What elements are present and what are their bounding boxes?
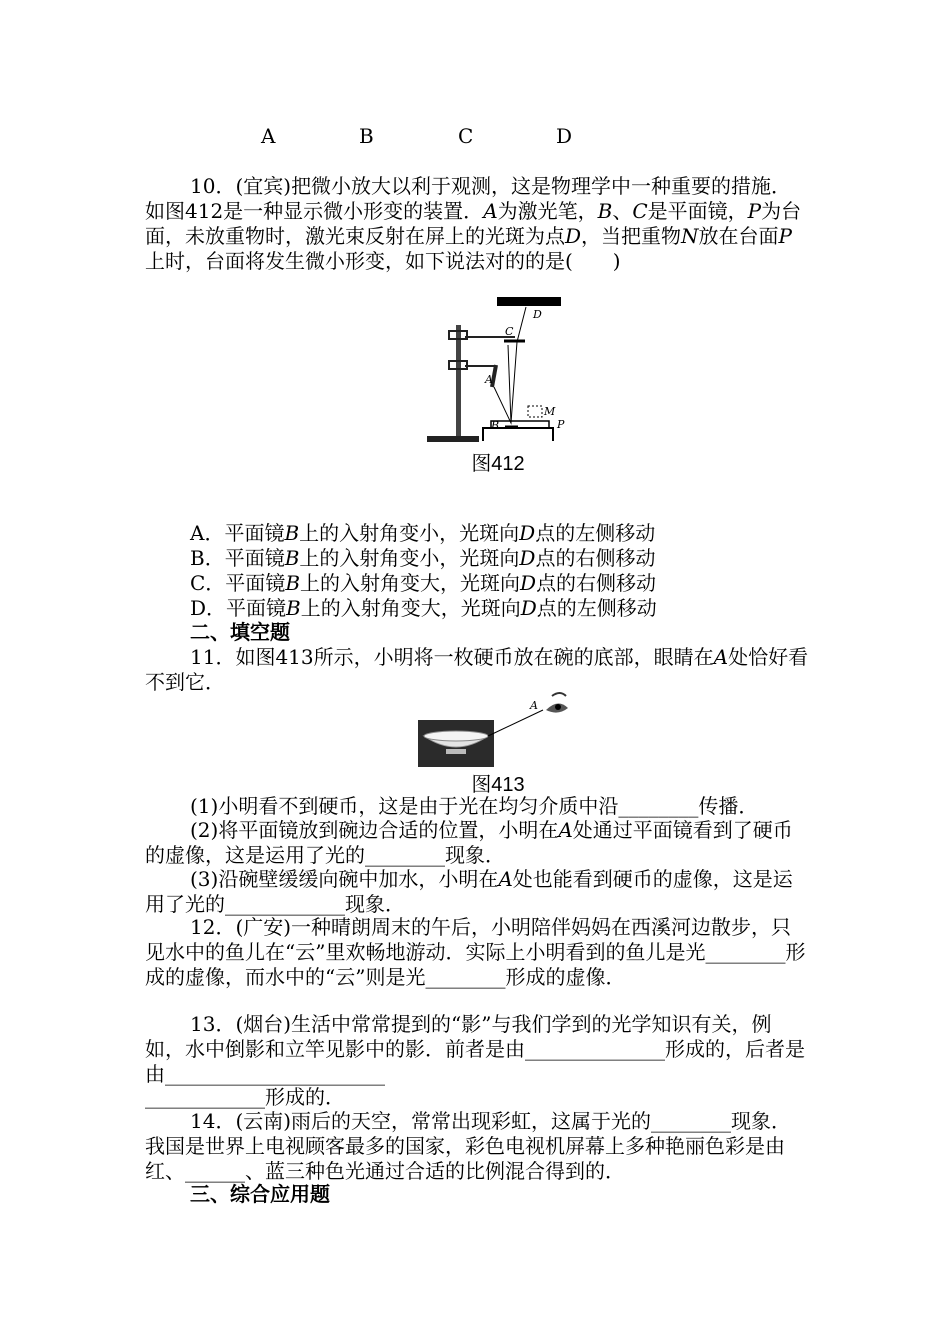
option-b	[190, 546, 655, 571]
bowl-foot	[446, 749, 466, 754]
variable-a: A	[713, 645, 729, 669]
variable-d: D	[519, 546, 536, 570]
variable-c: C	[632, 199, 648, 223]
option-text: C．平面镜	[190, 571, 286, 595]
variable-b: B	[284, 546, 300, 570]
stand-base	[427, 436, 479, 442]
stem-text: 把微小放大以利于观测，这是物理学中一种重要的措施．如图412是一种显示微小形变的装置．	[145, 174, 792, 223]
label-a: A	[530, 699, 538, 712]
variable-d: D	[520, 571, 537, 595]
stem-text: 是平面镜，	[647, 199, 748, 223]
label-c: C	[505, 325, 514, 338]
previous-question-choice-labels	[0, 124, 950, 152]
variable-a: A	[498, 867, 513, 891]
option-text: 上的入射角变大，光斑向	[300, 596, 521, 620]
question-13-tail: ____________形成的．	[145, 1085, 345, 1109]
variable-a: A	[483, 199, 498, 223]
stem-text: 为激光笔，	[497, 199, 598, 223]
stem-text: 上时，台面将发生微小形变，如下说法对的的是( )	[145, 249, 621, 273]
variable-d: D	[565, 224, 582, 248]
option-a	[190, 521, 655, 546]
variable-b: B	[285, 571, 301, 595]
option-text: 点的右侧移动	[536, 571, 657, 595]
label-a: A	[485, 373, 493, 386]
variable-d: D	[520, 596, 537, 620]
variable-a: A	[558, 818, 573, 842]
line-of-sight	[488, 710, 543, 736]
question-11-part-2	[145, 818, 810, 868]
section-heading-fill-in: 二、填空题	[190, 620, 290, 644]
variable-b: B	[286, 596, 301, 620]
choice-label-b: B	[359, 124, 374, 148]
option-d	[190, 596, 657, 621]
option-text: B．平面镜	[190, 546, 285, 570]
option-text: 上的入射角变小，光斑向	[299, 521, 520, 545]
question-number: 10．	[190, 174, 236, 198]
variable-p: P	[778, 224, 793, 248]
choice-label-d: D	[556, 124, 573, 148]
question-13: 13．(烟台)生活中常常提到的“影”与我们学到的光学知识有关，例如，水中倒影和立竿见影中的影．前者是由______________形成的，后者是由______________________	[145, 1012, 805, 1086]
part-text: 处通过平面镜看到了硬币的虚像，这是运用了光的________现象．	[145, 818, 793, 867]
bowl-rim	[424, 731, 488, 741]
part-text: (3)沿碗壁缓缓向碗中加水，小明在	[190, 867, 499, 891]
option-text: 上的入射角变小，光斑向	[299, 546, 520, 570]
option-text: 点的左侧移动	[535, 521, 656, 545]
section-heading-application: 三、综合应用题	[190, 1182, 330, 1206]
variable-p: P	[747, 199, 762, 223]
figure-412-caption: 图412	[471, 453, 525, 475]
question-14: 14．(云南)雨后的天空，常常出现彩虹，这属于光的________现象．我国是世界上电视顾客最多的国家，彩色电视机屏幕上多种艳丽色彩是由红、______、蓝三种色光通过合适的比例混合得到的．	[145, 1109, 792, 1183]
option-text: 点的左侧移动	[536, 596, 657, 620]
stand-pole	[456, 325, 461, 437]
label-p: P	[557, 418, 565, 431]
option-text: A．平面镜	[190, 521, 285, 545]
question-11-part-1: (1)小明看不到硬币，这是由于光在均匀介质中沿________传播．	[190, 794, 759, 818]
question-12: 12．(广安)一种晴朗周末的午后，小明陪伴妈妈在西溪河边散步，只见水中的鱼儿在“云”里欢畅地游动．实际上小明看到的鱼儿是光________形成的虚像，而水中的“云”则是光________形成的虚像．	[145, 915, 806, 989]
stem-text: 放在台面	[698, 224, 779, 248]
figure-412-laser-apparatus	[425, 295, 575, 450]
question-10-stem	[145, 174, 810, 274]
option-c	[190, 571, 656, 596]
choice-label-c: C	[458, 124, 474, 148]
stem-text: 为台面，未放重物时，激光束反射在屏上的光斑为点	[145, 199, 802, 248]
variable-d: D	[519, 521, 536, 545]
variable-n: N	[681, 224, 699, 248]
choice-label-a: A	[261, 124, 276, 148]
eyebrow	[552, 693, 566, 696]
question-source: (宜宾)	[235, 174, 292, 198]
label-b: B	[491, 419, 500, 432]
figure-413-caption: 图413	[471, 774, 525, 796]
label-m: M	[544, 405, 556, 418]
label-d: D	[533, 308, 542, 321]
stem-text: 处恰好看不到它．	[145, 645, 809, 694]
variable-b: B	[284, 521, 300, 545]
weight-m-outline	[528, 406, 542, 417]
option-text: 上的入射角变大，光斑向	[300, 571, 521, 595]
screen	[497, 297, 561, 306]
stem-text: 、	[612, 199, 633, 223]
variable-b: B	[597, 199, 613, 223]
option-text: D．平面镜	[190, 596, 287, 620]
laser-beam-alt	[508, 345, 511, 423]
question-11-part-3	[145, 867, 810, 917]
figure-413-bowl-and-eye	[418, 688, 578, 768]
stem-text: 11．如图413所示，小明将一枚硬币放在碗的底部，眼睛在	[190, 645, 714, 669]
part-text: 处也能看到硬币的虚像，这是运用了光的____________现象．	[145, 867, 793, 916]
eye-pupil	[555, 704, 561, 710]
option-text: 点的右侧移动	[535, 546, 656, 570]
stem-text: ，当把重物	[581, 224, 682, 248]
part-text: (2)将平面镜放到碗边合适的位置，小明在	[190, 818, 559, 842]
table-top	[491, 421, 549, 428]
